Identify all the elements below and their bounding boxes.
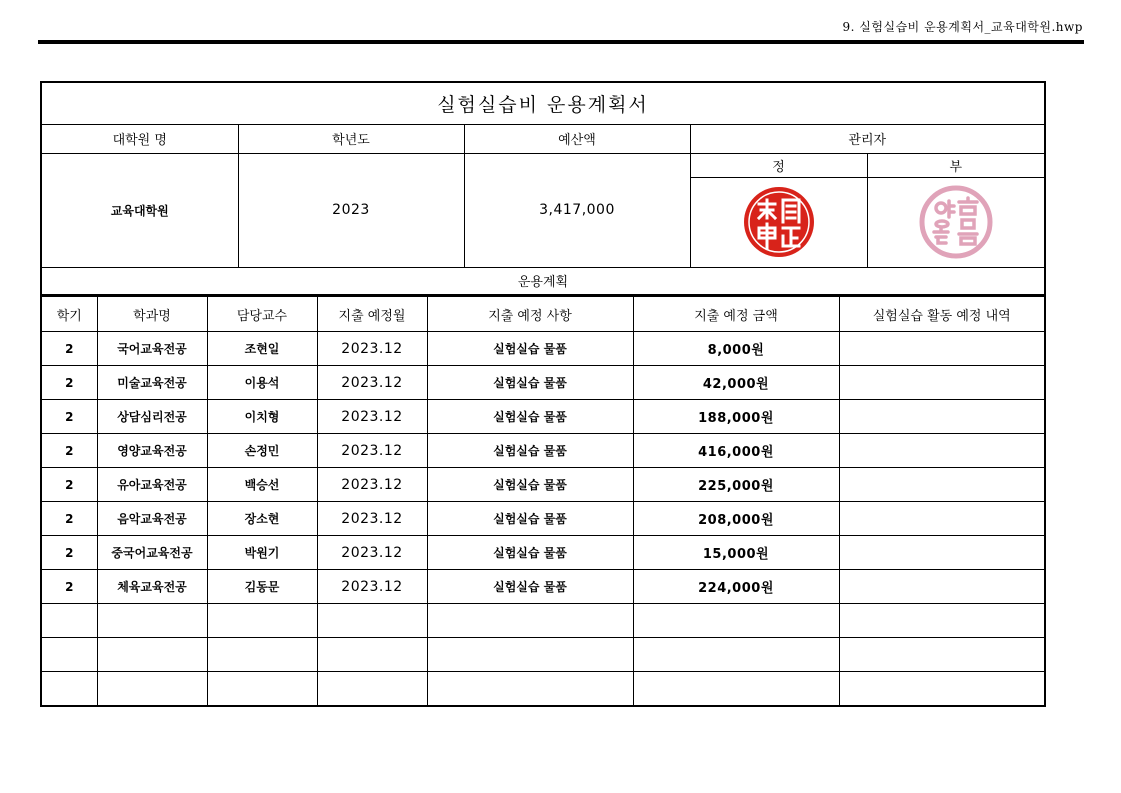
activity-cell <box>839 638 1045 672</box>
plan-header-row <box>41 297 1045 332</box>
department-cell: 영양교육전공 <box>97 434 207 468</box>
semester-cell <box>41 638 97 672</box>
manager-secondary-label: 부 <box>867 153 1045 177</box>
department-cell <box>97 672 207 706</box>
table-row <box>41 468 1045 502</box>
amount-column-header: 지출 예정 금액 <box>633 297 839 332</box>
budget-header: 예산액 <box>464 124 690 153</box>
school-value: 교육대학원 <box>41 153 238 267</box>
item-cell: 실험실습 물품 <box>427 400 633 434</box>
amount-cell: 208,000원 <box>633 502 839 536</box>
item-cell: 실험실습 물품 <box>427 502 633 536</box>
department-column-header: 학과명 <box>97 297 207 332</box>
activity-cell <box>839 502 1045 536</box>
amount-cell: 416,000원 <box>633 434 839 468</box>
month-cell: 2023.12 <box>317 570 427 604</box>
manager-header: 관리자 <box>690 124 1045 153</box>
professor-cell: 백승선 <box>207 468 317 502</box>
department-cell: 미술교육전공 <box>97 366 207 400</box>
item-column-header: 지출 예정 사항 <box>427 297 633 332</box>
amount-cell: 188,000원 <box>633 400 839 434</box>
secondary-seal-stamp <box>918 184 994 260</box>
month-cell: 2023.12 <box>317 468 427 502</box>
activity-cell <box>839 332 1045 366</box>
item-cell <box>427 604 633 638</box>
amount-cell: 15,000원 <box>633 536 839 570</box>
department-cell <box>97 638 207 672</box>
table-row <box>41 332 1045 366</box>
semester-column-header: 학기 <box>41 297 97 332</box>
table-row <box>41 570 1045 604</box>
activity-cell <box>839 570 1045 604</box>
month-cell: 2023.12 <box>317 332 427 366</box>
professor-cell: 김동문 <box>207 570 317 604</box>
file-name-header: 9. 실험실습비 운용계획서_교육대학원.hwp <box>842 20 1083 34</box>
semester-cell: 2 <box>41 434 97 468</box>
amount-cell: 42,000원 <box>633 366 839 400</box>
semester-cell: 2 <box>41 536 97 570</box>
professor-cell <box>207 672 317 706</box>
activity-cell <box>839 468 1045 502</box>
professor-column-header: 담당교수 <box>207 297 317 332</box>
professor-cell: 이치형 <box>207 400 317 434</box>
activity-cell <box>839 400 1045 434</box>
professor-cell: 이용석 <box>207 366 317 400</box>
plan-table <box>40 296 1046 707</box>
semester-cell <box>41 672 97 706</box>
semester-cell: 2 <box>41 570 97 604</box>
activity-column-header: 실험실습 활동 예정 내역 <box>839 297 1045 332</box>
amount-cell: 8,000원 <box>633 332 839 366</box>
budget-value: 3,417,000 <box>464 153 690 267</box>
year-value: 2023 <box>238 153 464 267</box>
item-cell: 실험실습 물품 <box>427 434 633 468</box>
amount-cell: 225,000원 <box>633 468 839 502</box>
table-row <box>41 400 1045 434</box>
plan-section-label: 운용계획 <box>41 267 1045 295</box>
amount-cell <box>633 672 839 706</box>
department-cell: 중국어교육전공 <box>97 536 207 570</box>
item-cell: 실험실습 물품 <box>427 468 633 502</box>
item-cell <box>427 672 633 706</box>
header-rule <box>38 40 1084 44</box>
item-cell: 실험실습 물품 <box>427 570 633 604</box>
document-title: 실험실습비 운용계획서 <box>41 82 1045 124</box>
semester-cell: 2 <box>41 332 97 366</box>
professor-cell: 손정민 <box>207 434 317 468</box>
department-cell: 체육교육전공 <box>97 570 207 604</box>
item-cell: 실험실습 물품 <box>427 332 633 366</box>
month-cell <box>317 672 427 706</box>
department-cell: 음악교육전공 <box>97 502 207 536</box>
year-header: 학년도 <box>238 124 464 153</box>
semester-cell: 2 <box>41 366 97 400</box>
month-cell: 2023.12 <box>317 502 427 536</box>
table-row <box>41 366 1045 400</box>
month-cell: 2023.12 <box>317 366 427 400</box>
department-cell <box>97 604 207 638</box>
department-cell: 국어교육전공 <box>97 332 207 366</box>
professor-cell <box>207 638 317 672</box>
amount-cell <box>633 638 839 672</box>
month-column-header: 지출 예정월 <box>317 297 427 332</box>
table-row <box>41 638 1045 672</box>
month-cell <box>317 638 427 672</box>
secondary-seal-cell <box>867 177 1045 267</box>
item-cell: 실험실습 물품 <box>427 536 633 570</box>
month-cell <box>317 604 427 638</box>
semester-cell: 2 <box>41 400 97 434</box>
activity-cell <box>839 536 1045 570</box>
semester-cell <box>41 604 97 638</box>
table-row <box>41 536 1045 570</box>
activity-cell <box>839 604 1045 638</box>
summary-table <box>40 81 1046 296</box>
primary-seal-cell <box>690 177 867 267</box>
item-cell <box>427 638 633 672</box>
month-cell: 2023.12 <box>317 536 427 570</box>
professor-cell: 장소현 <box>207 502 317 536</box>
activity-cell <box>839 366 1045 400</box>
professor-cell: 조현일 <box>207 332 317 366</box>
professor-cell: 박원기 <box>207 536 317 570</box>
professor-cell <box>207 604 317 638</box>
table-row <box>41 434 1045 468</box>
item-cell: 실험실습 물품 <box>427 366 633 400</box>
semester-cell: 2 <box>41 468 97 502</box>
activity-cell <box>839 672 1045 706</box>
amount-cell: 224,000원 <box>633 570 839 604</box>
plan-body <box>41 332 1045 706</box>
month-cell: 2023.12 <box>317 434 427 468</box>
department-cell: 상담심리전공 <box>97 400 207 434</box>
table-row <box>41 604 1045 638</box>
department-cell: 유아교육전공 <box>97 468 207 502</box>
table-row <box>41 502 1045 536</box>
table-row <box>41 672 1045 706</box>
semester-cell: 2 <box>41 502 97 536</box>
month-cell: 2023.12 <box>317 400 427 434</box>
activity-cell <box>839 434 1045 468</box>
manager-primary-label: 정 <box>690 153 867 177</box>
amount-cell <box>633 604 839 638</box>
school-header: 대학원 명 <box>41 124 238 153</box>
primary-seal-stamp <box>741 184 817 260</box>
